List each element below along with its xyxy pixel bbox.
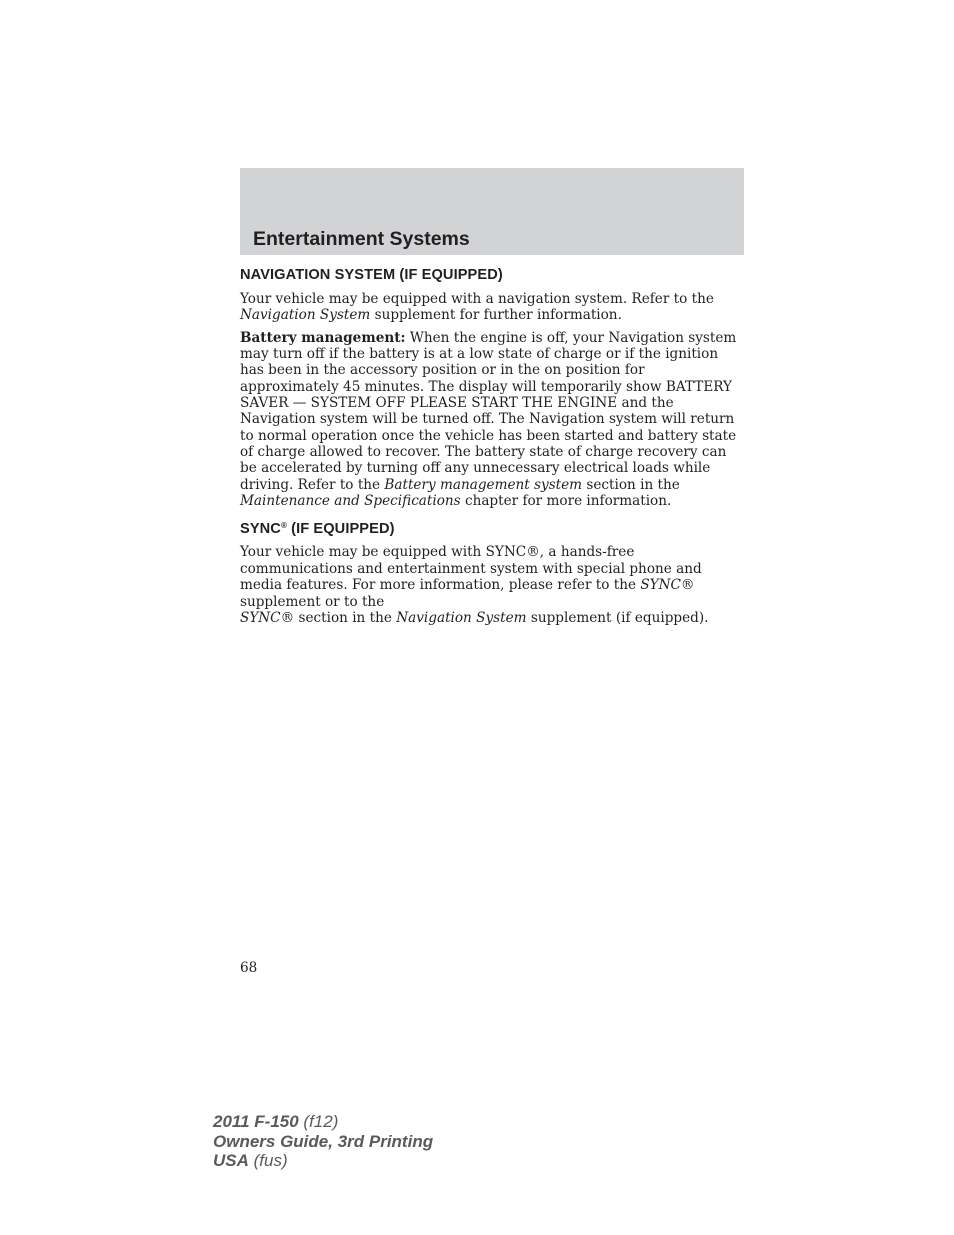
sync-heading-rest: (IF EQUIPPED) [286, 521, 395, 538]
text-run: Your vehicle may be equipped with SYNC®, a hands-free communications and entertainment system with special phone and media features. For more information, please refer to the [240, 544, 702, 594]
battery-management-label: Battery management: [240, 329, 406, 346]
footer-model: 2011 F-150 [213, 1112, 299, 1131]
reference-maintenance-specifications: Maintenance and Specifications [240, 493, 461, 510]
reference-navigation-system: Navigation System [396, 609, 527, 626]
footer-market: USA [213, 1151, 249, 1170]
reference-battery-management-system: Battery management system [384, 476, 583, 493]
registered-mark: ® [280, 521, 287, 531]
navigation-intro-paragraph [240, 291, 745, 324]
battery-management-paragraph [240, 330, 745, 510]
footer-market-line [213, 1151, 433, 1171]
reference-navigation-system: Navigation System [240, 307, 371, 324]
footer-model-code: (f12) [298, 1112, 339, 1131]
text-run: chapter for more information. [460, 493, 672, 510]
text-run: When the engine is off, your Navigation system may turn off if the battery is at a low state of charge or if the ignition has been in the accessory position or in the on position for approximately 45 minutes. The display will temporarily show BATTERY SAVER — SYSTEM OFF PLEASE START THE ENGINE and the Navigation system will be turned off. The Navigation system will return to normal operation once the vehicle has been started and battery state of charge allowed to recover. The battery state of charge recovery can be accelerated by turning off any unnecessary electrical loads while driving. Refer to the [240, 329, 737, 493]
text-run: supplement or to the [240, 593, 385, 610]
page-number: 68 [240, 960, 258, 976]
footer-model-line [213, 1112, 433, 1132]
footer-edition-line: Owners Guide, 3rd Printing [213, 1131, 434, 1151]
sync-heading [240, 521, 745, 537]
sync-paragraph [240, 544, 745, 626]
section-header-band [240, 168, 744, 255]
sync-heading-name: SYNC [240, 521, 281, 538]
page-content [240, 266, 745, 626]
reference-sync: SYNC® [640, 577, 695, 594]
text-run: section in the [582, 476, 680, 493]
text-run: supplement (if equipped). [526, 609, 709, 626]
text-run: Your vehicle may be equipped with a navigation system. Refer to the [240, 291, 714, 307]
text-run: supplement for further information. [370, 307, 622, 324]
footer-market-code: (fus) [248, 1151, 288, 1170]
section-title: Entertainment Systems [253, 228, 470, 250]
reference-sync: SYNC® [240, 609, 295, 626]
text-run: section in the [294, 609, 397, 626]
document-footer [213, 1112, 433, 1171]
navigation-heading: NAVIGATION SYSTEM (IF EQUIPPED) [240, 267, 503, 283]
